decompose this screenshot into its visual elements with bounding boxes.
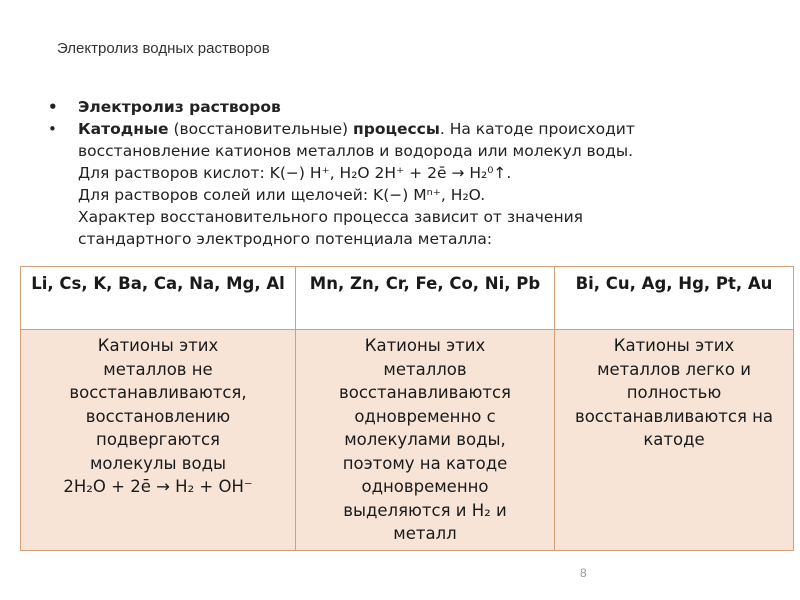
cell-medium-metals: Катионы этих металлов восстанавливаются одновременно с молекулами воды, поэтому на катоде одновременно выделяются и H₂ и металл <box>296 330 555 551</box>
header-active-metals: Li, Cs, K, Ba, Ca, Na, Mg, Al <box>21 267 296 330</box>
cathode-label: Катодные <box>78 120 169 138</box>
cell-active-metals: Катионы этих металлов не восстанавливаются, восстановлению подвергаются молекулы воды 2H₂O + 2ē → H₂ + OH⁻ <box>21 330 296 551</box>
metals-table <box>20 266 794 551</box>
line-acids: Для растворов кислот: K(−) H⁺, H₂O 2H⁺ + 2ē → H₂⁰↑. <box>78 164 512 182</box>
processes-label: процессы <box>353 120 440 138</box>
line-reduction: восстановление катионов металлов и водорода или молекул воды. <box>78 142 634 160</box>
line-salts: Для растворов солей или щелочей: K(−) Mⁿ⁺, H₂O. <box>78 186 486 204</box>
bullet-electrolysis-solutions: • Электролиз растворов <box>48 96 748 118</box>
restorative-text: (восстановительные) <box>168 120 354 138</box>
table-row <box>21 330 794 551</box>
slide-title: Электролиз водных растворов <box>57 40 270 57</box>
bullet-list <box>48 96 748 250</box>
table-header-row <box>21 267 794 330</box>
header-inactive-metals: Bi, Cu, Ag, Hg, Pt, Au <box>555 267 794 330</box>
line-potential: стандартного электродного потенциала металла: <box>78 230 493 248</box>
cell-inactive-metals: Катионы этих металлов легко и полностью восстанавливаются на катоде <box>555 330 794 551</box>
bullet-cathode-processes <box>48 118 748 140</box>
header-medium-metals: Mn, Zn, Cr, Fe, Co, Ni, Pb <box>296 267 555 330</box>
cathode-text: . На катоде происходит <box>439 120 635 138</box>
page-number: 8 <box>580 566 587 580</box>
line-character: Характер восстановительного процесса зависит от значения <box>78 208 583 226</box>
